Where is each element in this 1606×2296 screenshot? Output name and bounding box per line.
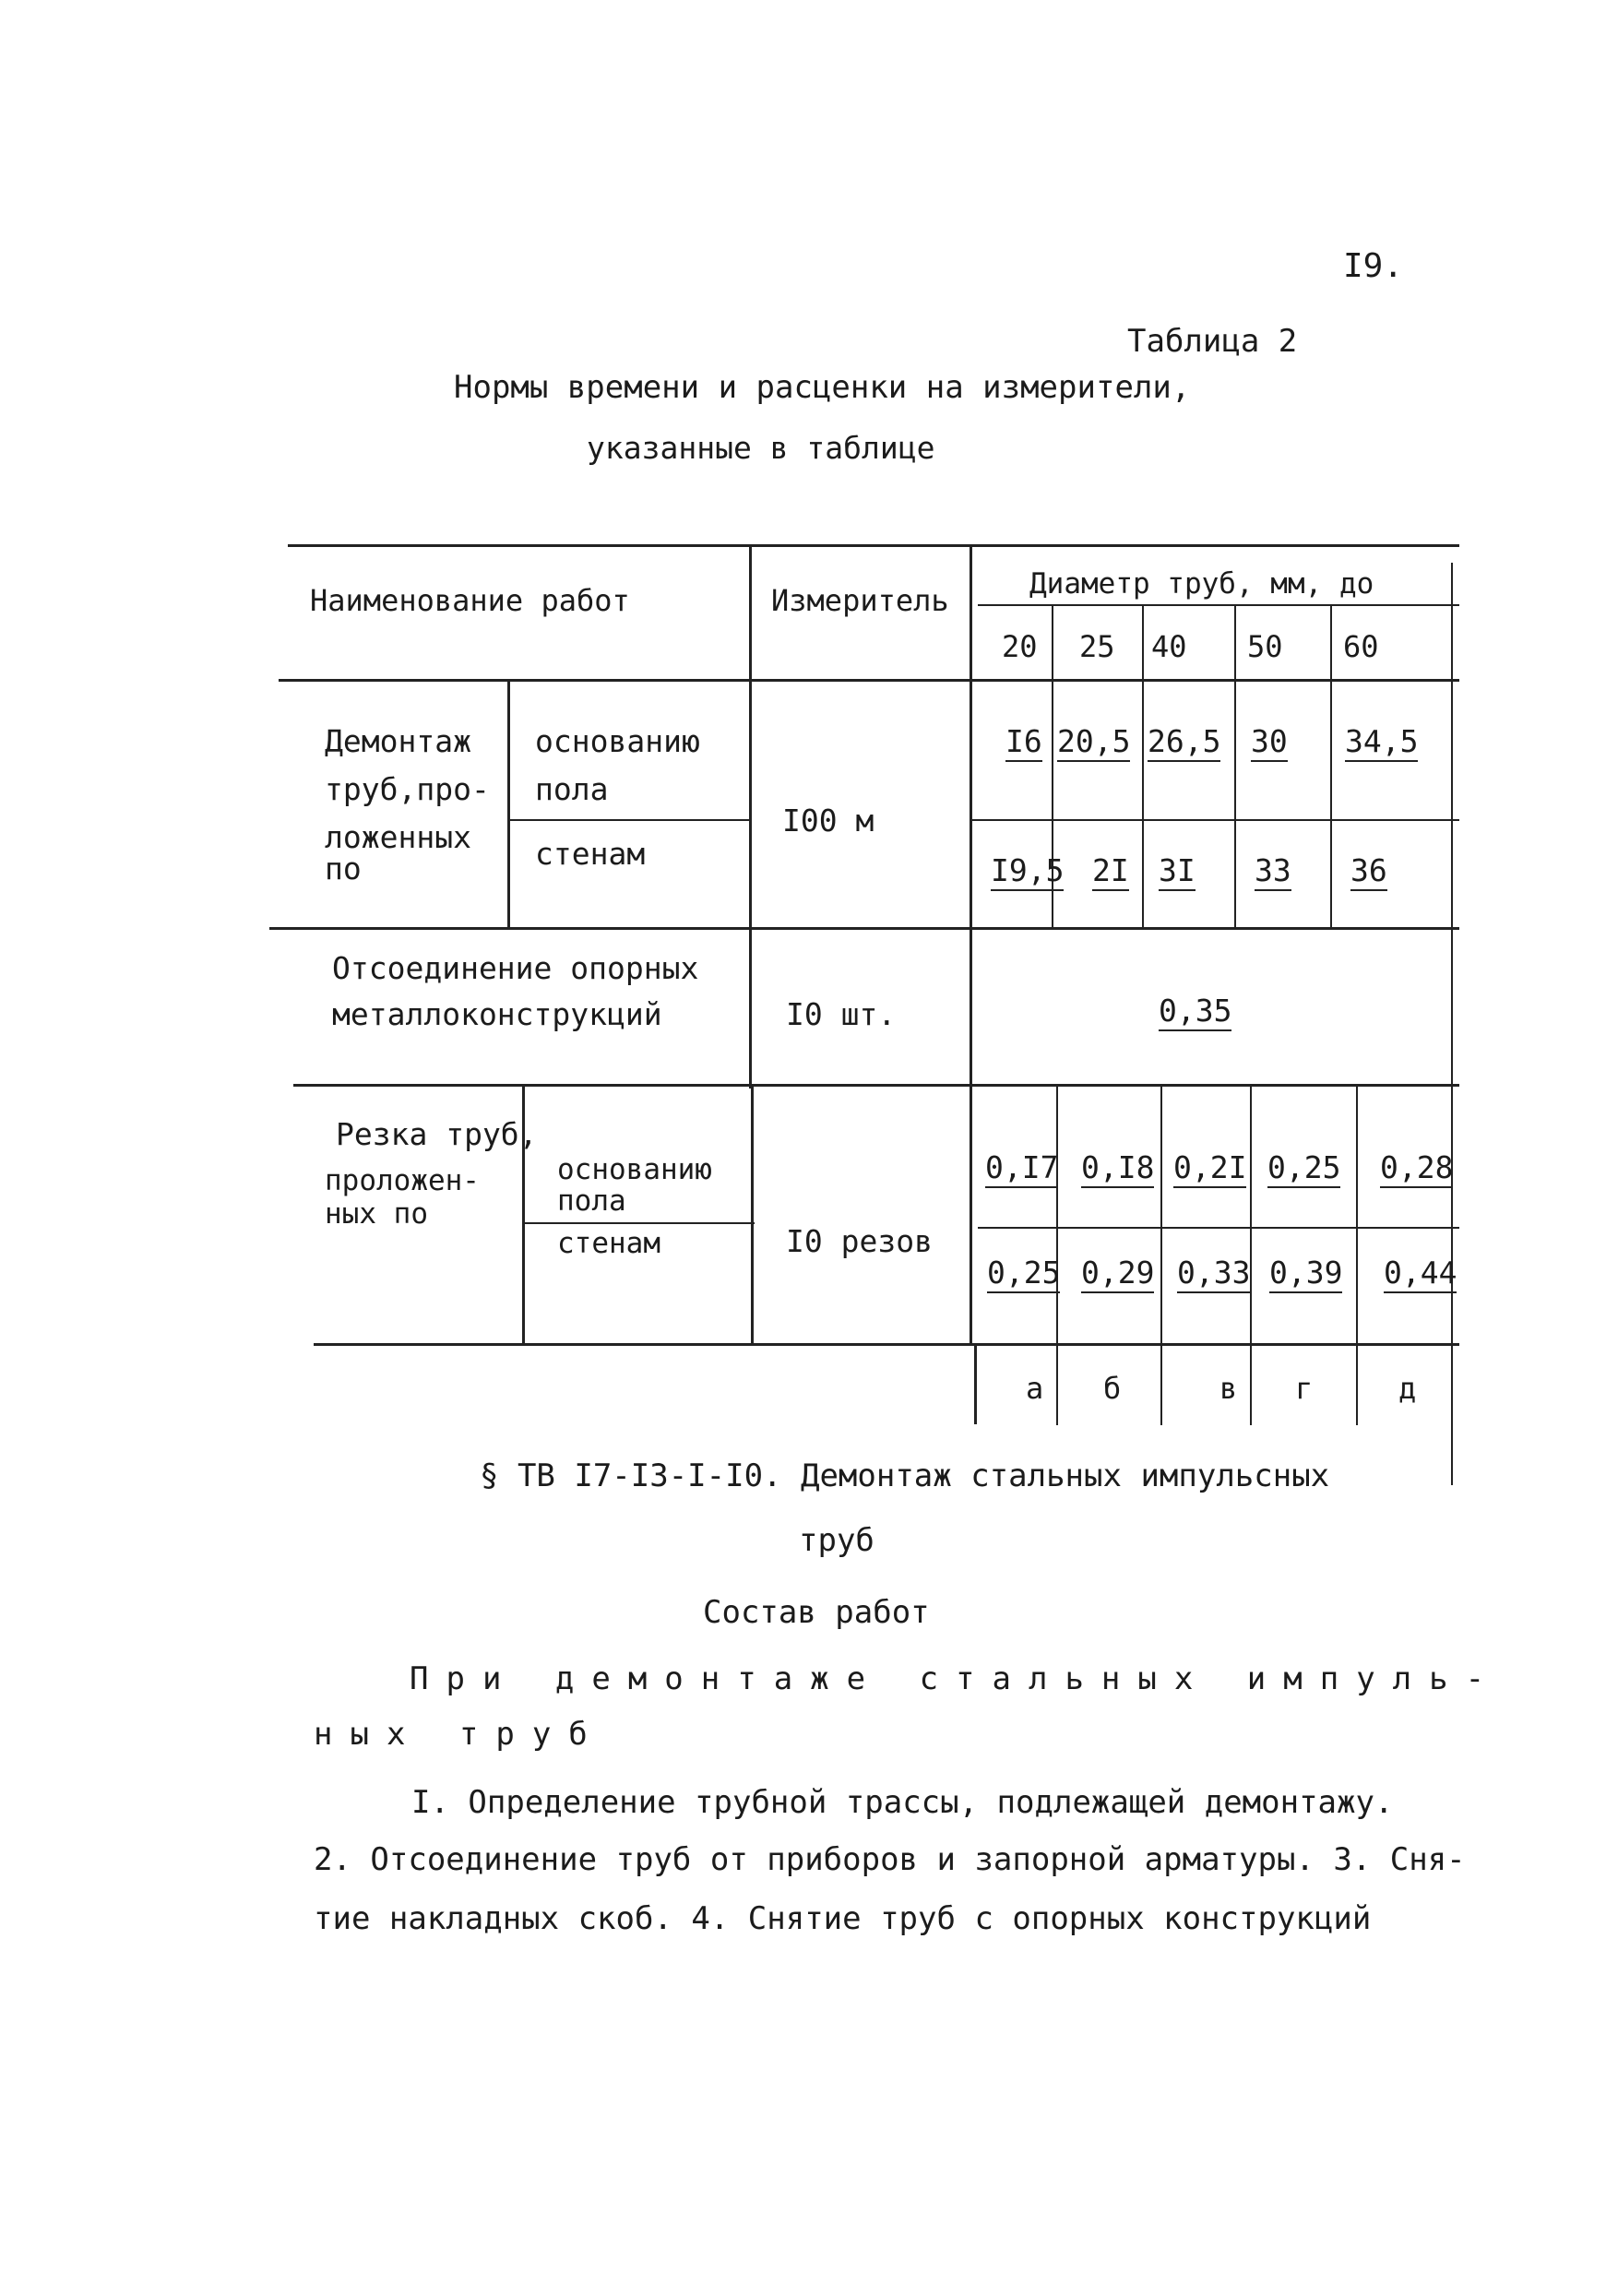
group2-sub1-line-1: основанию bbox=[557, 1153, 712, 1186]
table-top-rule bbox=[288, 544, 1459, 547]
unit-col-left-rule bbox=[749, 544, 752, 1089]
group2-name-line-1: Резка труб, bbox=[336, 1116, 538, 1152]
group2-name-line-3: ных по bbox=[325, 1197, 428, 1231]
group2-name-line-2: проложен- bbox=[325, 1164, 480, 1197]
g2-r2-v4: 0,39 bbox=[1269, 1255, 1342, 1293]
col-rule-3 bbox=[1234, 605, 1236, 927]
g2-r2-v3: 0,33 bbox=[1177, 1255, 1250, 1293]
detach-unit: I0 шт. bbox=[786, 996, 897, 1032]
size-50: 50 bbox=[1247, 629, 1283, 664]
composition-title: Состав работ bbox=[703, 1594, 930, 1631]
g1-r1-v3: 26,5 bbox=[1148, 723, 1220, 762]
g2-r2-v5: 0,44 bbox=[1384, 1255, 1457, 1293]
group1-name-line-1: Демонтаж bbox=[325, 723, 471, 759]
table-label: Таблица 2 bbox=[1127, 323, 1298, 360]
group1-sub1-line-1: основанию bbox=[535, 723, 700, 759]
col-rule-4 bbox=[1330, 605, 1332, 927]
header-bottom-rule bbox=[279, 679, 1459, 682]
g1-r2-v3: 3I bbox=[1159, 852, 1196, 891]
page-number: I9. bbox=[1343, 247, 1404, 285]
g1-r1-v4: 30 bbox=[1251, 723, 1288, 762]
letters-left-rule bbox=[974, 1343, 977, 1424]
subheading-line-2: ных труб bbox=[314, 1716, 605, 1753]
g1-r1-v2: 20,5 bbox=[1057, 723, 1130, 762]
group1-sub1-line-2: пола bbox=[535, 771, 609, 807]
g1-r2-v5: 36 bbox=[1350, 852, 1387, 891]
group2-values-rule bbox=[978, 1227, 1459, 1229]
g2-r1-v4: 0,25 bbox=[1267, 1149, 1340, 1188]
g1-r2-v1: I9,5 bbox=[991, 852, 1064, 891]
group1-name-line-3: ложенных bbox=[325, 819, 471, 855]
table-bottom-rule bbox=[314, 1343, 1459, 1346]
g1-r2-v2: 2I bbox=[1092, 852, 1129, 891]
section-heading-line-2: труб bbox=[799, 1522, 874, 1559]
g2-r1-v5: 0,28 bbox=[1380, 1149, 1453, 1188]
g2-r1-v2: 0,I8 bbox=[1081, 1149, 1154, 1188]
g2-r1-v3: 0,2I bbox=[1173, 1149, 1246, 1188]
size-25: 25 bbox=[1079, 629, 1115, 664]
subheading-line-1: При демонтаже стальных импуль- bbox=[410, 1660, 1503, 1697]
column-letter-v: в bbox=[1219, 1371, 1238, 1406]
body-line-2: 2. Отсоединение труб от приборов и запорной арматуры. 3. Сня- bbox=[314, 1841, 1466, 1878]
group1-values-rule bbox=[970, 819, 1459, 821]
group1-unit: I00 м bbox=[782, 803, 874, 839]
size-60: 60 bbox=[1343, 629, 1379, 664]
size-40: 40 bbox=[1151, 629, 1187, 664]
g2-r1-v1: 0,I7 bbox=[985, 1149, 1058, 1188]
body-line-1: I. Определение трубной трассы, подлежащей демонтажу. bbox=[411, 1784, 1394, 1821]
col-rule-e bbox=[1356, 1084, 1358, 1425]
unit-col-left-rule-2 bbox=[751, 1084, 754, 1343]
g1-r1-v5: 34,5 bbox=[1345, 723, 1418, 762]
right-edge-rule bbox=[1451, 563, 1453, 1485]
diameter-rule bbox=[978, 604, 1459, 606]
group1-sub2: стенам bbox=[535, 836, 646, 872]
group2-sub-rule bbox=[524, 1222, 755, 1224]
g2-r2-v2: 0,29 bbox=[1081, 1255, 1154, 1293]
column-letter-d: д bbox=[1398, 1371, 1417, 1406]
detach-name-line-1: Отсоединение опорных bbox=[332, 950, 699, 986]
header-name: Наименование работ bbox=[310, 583, 630, 618]
detach-bottom-rule bbox=[293, 1084, 1459, 1087]
col-rule-2 bbox=[1142, 605, 1144, 927]
group1-sub-col-rule bbox=[507, 679, 510, 927]
table-title-line-1: Нормы времени и расценки на измерители, bbox=[454, 369, 1191, 406]
column-letter-a: а bbox=[1026, 1371, 1044, 1406]
group2-unit: I0 резов bbox=[786, 1223, 933, 1259]
group2-sub1-line-2: пола bbox=[557, 1184, 626, 1218]
body-line-3: тие накладных скоб. 4. Снятие труб с опорных конструкций bbox=[314, 1900, 1372, 1937]
header-unit: Измеритель bbox=[771, 583, 949, 618]
group1-name-line-2: труб,про- bbox=[325, 771, 490, 807]
table-title-line-2: указанные в таблице bbox=[587, 430, 935, 466]
column-letter-b: б bbox=[1103, 1371, 1122, 1406]
size-20: 20 bbox=[1002, 629, 1038, 664]
g2-r2-v1: 0,25 bbox=[987, 1255, 1060, 1293]
header-diameter: Диаметр труб, мм, до bbox=[1029, 567, 1374, 601]
group1-bottom-rule bbox=[269, 927, 1459, 930]
detach-name-line-2: металлоконструкций bbox=[332, 996, 662, 1032]
values-col-left-rule bbox=[970, 544, 972, 1343]
col-rule-c bbox=[1160, 1084, 1162, 1425]
group2-sub2: стенам bbox=[557, 1227, 660, 1260]
detach-value: 0,35 bbox=[1159, 993, 1231, 1031]
column-letter-g: г bbox=[1295, 1371, 1314, 1406]
section-heading-line-1: § ТВ I7-I3-I-I0. Демонтаж стальных импульсных bbox=[480, 1457, 1330, 1494]
g1-r1-v1: I6 bbox=[1005, 723, 1042, 762]
g1-r2-v4: 33 bbox=[1255, 852, 1291, 891]
group1-name-line-4: по bbox=[325, 851, 362, 886]
group1-sub-rule bbox=[509, 819, 751, 821]
